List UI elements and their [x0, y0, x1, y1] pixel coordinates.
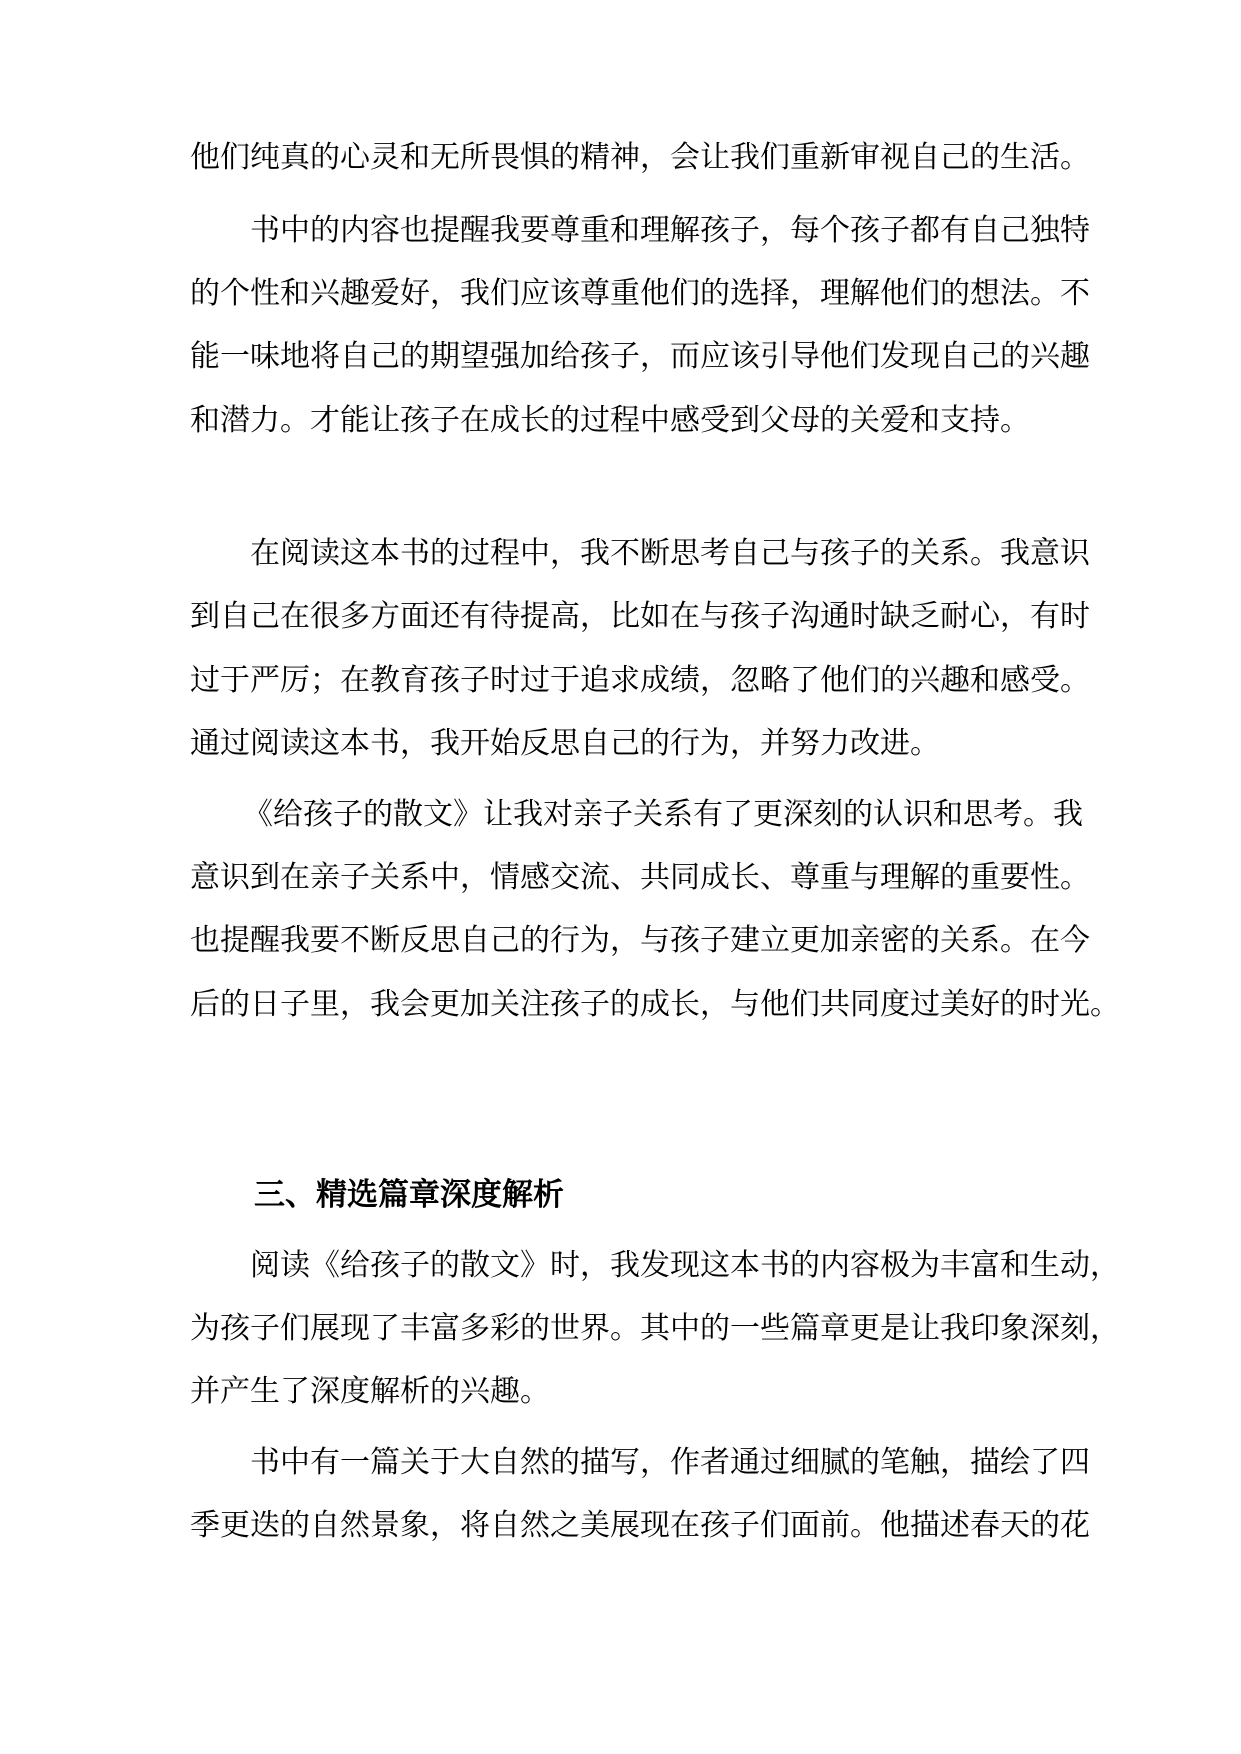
paragraph-line: 到自己在很多方面还有待提高，比如在与孩子沟通时缺乏耐心，有时 — [190, 599, 1090, 634]
paragraph-line: 为孩子们展现了丰富多彩的世界。其中的一些篇章更是让我印象深刻， — [190, 1311, 1120, 1346]
paragraph-line: 能一味地将自己的期望强加给孩子，而应该引导他们发现自己的兴趣 — [190, 339, 1090, 374]
paragraph-line: 《给孩子的散文》让我对亲子关系有了更深刻的认识和思考。我 — [243, 797, 1083, 832]
paragraph-line: 并产生了深度解析的兴趣。 — [190, 1374, 550, 1409]
paragraph-line: 书中有一篇关于大自然的描写，作者通过细腻的笔触，描绘了四 — [250, 1445, 1090, 1480]
paragraph-line: 意识到在亲子关系中，情感交流、共同成长、尊重与理解的重要性。 — [190, 860, 1090, 895]
paragraph-line: 阅读《给孩子的散文》时，我发现这本书的内容极为丰富和生动， — [250, 1248, 1120, 1283]
paragraph-line: 书中的内容也提醒我要尊重和理解孩子，每个孩子都有自己独特 — [250, 213, 1090, 248]
paragraph-line: 后的日子里，我会更加关注孩子的成长，与他们共同度过美好的时光。 — [190, 987, 1120, 1022]
paragraph-line: 通过阅读这本书，我开始反思自己的行为，并努力改进。 — [190, 726, 940, 761]
paragraph-line: 在阅读这本书的过程中，我不断思考自己与孩子的关系。我意识 — [250, 536, 1090, 571]
paragraph-line: 和潜力。才能让孩子在成长的过程中感受到父母的关爱和支持。 — [190, 403, 1030, 438]
section-heading: 三、精选篇章深度解析 — [254, 1177, 564, 1213]
paragraph-line: 也提醒我要不断反思自己的行为，与孩子建立更加亲密的关系。在今 — [190, 923, 1090, 958]
paragraph-line: 的个性和兴趣爱好，我们应该尊重他们的选择，理解他们的想法。不 — [190, 276, 1090, 311]
paragraph-line: 季更迭的自然景象，将自然之美展现在孩子们面前。他描述春天的花 — [190, 1508, 1090, 1543]
paragraph-line: 他们纯真的心灵和无所畏惧的精神，会让我们重新审视自己的生活。 — [190, 140, 1090, 175]
paragraph-line: 过于严厉；在教育孩子时过于追求成绩，忽略了他们的兴趣和感受。 — [190, 663, 1090, 698]
